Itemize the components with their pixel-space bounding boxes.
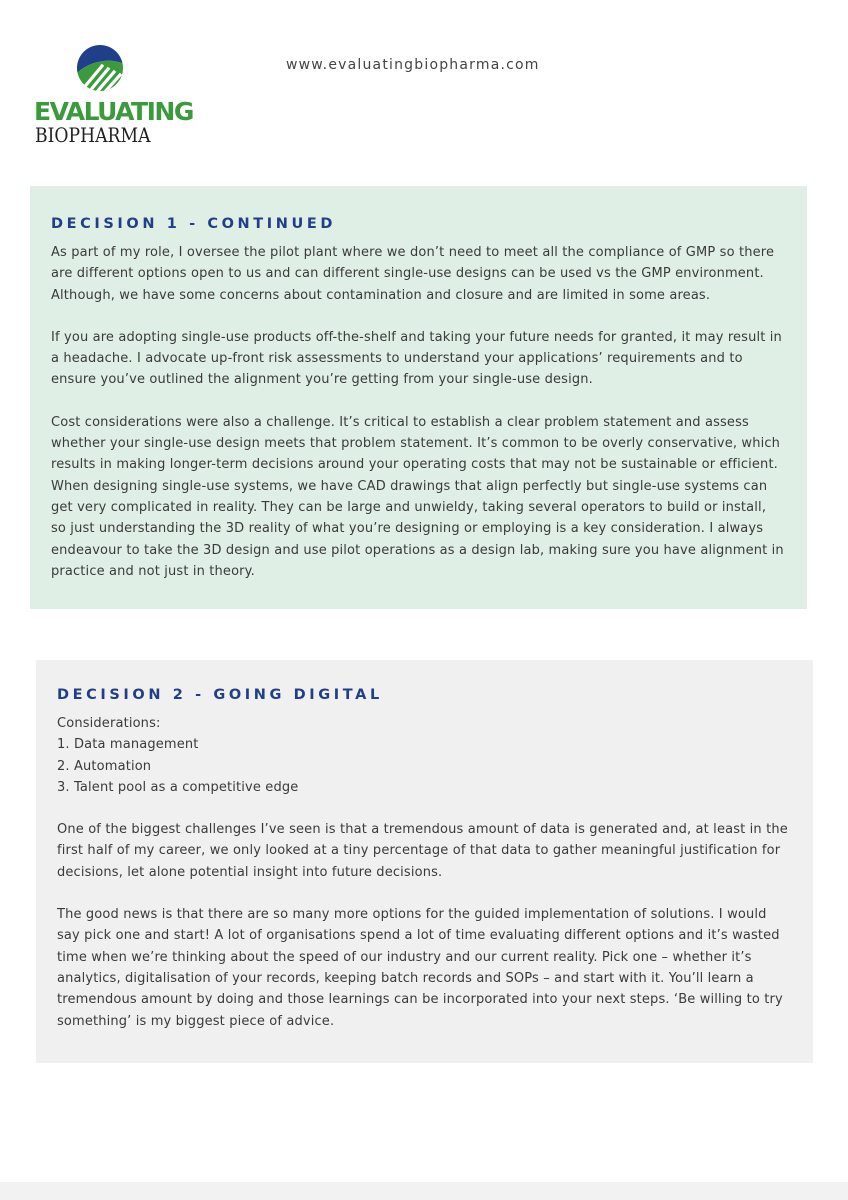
decision-1-paragraph-1: As part of my role, I oversee the pilot plant where we don’t need to meet all the compliance of GMP so there are different options open to us and can different single-use designs can be used vs the GMP environment. Although, we have some concerns about contamination and closure and are limited in some areas. — [51, 245, 775, 303]
decision-1-panel — [30, 186, 807, 609]
decision-2-paragraph-2: The good news is that there are so many more options for the guided implementation of solutions. I would say pick one and start! A lot of organisations spend a lot of time evaluating different options and it’s wasted time when we’re thinking about the speed of our industry and our current reality. Pick one – whether it’s analytics, digitalisation of your records, keeping batch records and SOPs – and start with it. You’ll learn a tremendous amount by doing and those learnings can be incorporated into your next steps. ‘Be willing to try something’ is my biggest piece of advice. — [57, 907, 783, 1029]
list-item: 2. Automation — [57, 758, 152, 774]
decision-1-heading: DECISION 1 - CONTINUED — [51, 216, 336, 232]
logo-text-biopharma: BIOPHARMA — [35, 123, 151, 147]
globe-logo-icon — [76, 44, 124, 92]
list-item: 1. Data management — [57, 737, 199, 753]
considerations-label: Considerations: — [57, 716, 161, 731]
website-link[interactable]: www.evaluatingbiopharma.com — [286, 57, 540, 73]
considerations-list — [57, 734, 791, 798]
brand-logo[interactable] — [34, 44, 193, 148]
decision-1-paragraph-3: Cost considerations were also a challenge. It’s critical to establish a clear problem statement and assess whether your single-use design meets that problem statement. It’s common to be overly conservative, which results in making longer-term decisions around your operating costs that may not be sustainable or efficient. When designing single-use systems, we have CAD drawings that align perfectly but single-use systems can get very complicated in reality. They can be large and unwieldy, taking several operators to build or install, so just understanding the 3D reality of what you’re designing or employing is a key consideration. I always endeavour to take the 3D design and use pilot operations as a design lab, making sure you have alignment in practice and not just in theory. — [51, 414, 784, 579]
list-item: 3. Talent pool as a competitive edge — [57, 779, 299, 795]
decision-2-panel — [36, 660, 813, 1063]
decision-2-heading: DECISION 2 - GOING DIGITAL — [57, 687, 383, 703]
logo-text-evaluating: EVALUATING — [34, 97, 193, 126]
decision-1-paragraph-2: If you are adopting single-use products off-the-shelf and taking your future needs for granted, it may result in a headache. I advocate up-front risk assessments to understand your applications’ requirements and to ensure you’ve outlined the alignment you’re getting from your single-use design. — [51, 329, 782, 388]
decision-2-paragraph-1: One of the biggest challenges I’ve seen is that a tremendous amount of data is generated and, at least in the first half of my career, we only looked at a tiny percentage of that data to gather meaningful justification for decisions, let alone potential insight into future decisions. — [57, 822, 788, 880]
footer-strip — [0, 1182, 848, 1200]
